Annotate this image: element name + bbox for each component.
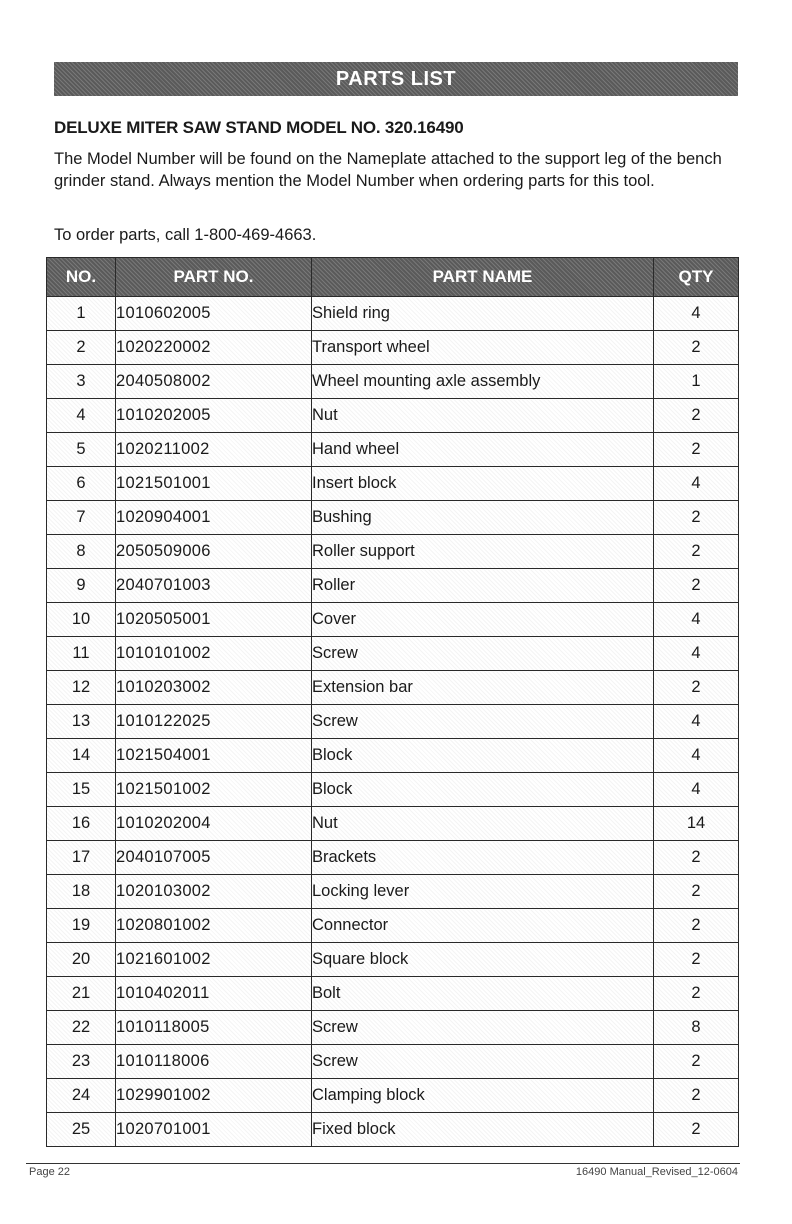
cell-part-name: Fixed block [312, 1113, 654, 1147]
cell-part-name: Roller [312, 569, 654, 603]
cell-qty: 2 [654, 331, 739, 365]
cell-no: 9 [47, 569, 116, 603]
cell-part-name: Transport wheel [312, 331, 654, 365]
cell-qty: 2 [654, 943, 739, 977]
cell-qty: 2 [654, 433, 739, 467]
cell-no: 4 [47, 399, 116, 433]
table-row [47, 399, 739, 433]
cell-qty: 2 [654, 909, 739, 943]
cell-part-name: Insert block [312, 467, 654, 501]
table-row [47, 1011, 739, 1045]
cell-part-name: Screw [312, 637, 654, 671]
table-row [47, 1113, 739, 1147]
cell-qty: 2 [654, 875, 739, 909]
cell-no: 6 [47, 467, 116, 501]
cell-part-name: Screw [312, 1045, 654, 1079]
cell-part-name: Square block [312, 943, 654, 977]
cell-qty: 4 [654, 773, 739, 807]
cell-part-no: 1020505001 [116, 603, 312, 637]
table-row [47, 943, 739, 977]
cell-part-name: Brackets [312, 841, 654, 875]
cell-part-no: 1010118005 [116, 1011, 312, 1045]
table-row [47, 297, 739, 331]
cell-part-no: 1010202005 [116, 399, 312, 433]
cell-part-name: Locking lever [312, 875, 654, 909]
cell-part-name: Bolt [312, 977, 654, 1011]
cell-part-name: Screw [312, 1011, 654, 1045]
cell-part-no: 1010602005 [116, 297, 312, 331]
cell-qty: 2 [654, 1079, 739, 1113]
table-row [47, 1079, 739, 1113]
cell-part-name: Block [312, 739, 654, 773]
order-phone-text: To order parts, call 1-800-469-4663. [54, 226, 317, 244]
cell-no: 5 [47, 433, 116, 467]
cell-part-no: 1010101002 [116, 637, 312, 671]
cell-part-no: 1010202004 [116, 807, 312, 841]
header-no: NO. [47, 258, 116, 297]
cell-no: 8 [47, 535, 116, 569]
cell-part-name: Block [312, 773, 654, 807]
cell-qty: 2 [654, 535, 739, 569]
cell-no: 24 [47, 1079, 116, 1113]
cell-qty: 4 [654, 603, 739, 637]
header-qty: QTY [654, 258, 739, 297]
cell-part-no: 2040508002 [116, 365, 312, 399]
cell-part-name: Connector [312, 909, 654, 943]
table-row [47, 773, 739, 807]
cell-qty: 4 [654, 705, 739, 739]
cell-qty: 2 [654, 1113, 739, 1147]
cell-qty: 4 [654, 297, 739, 331]
cell-part-no: 1020220002 [116, 331, 312, 365]
cell-qty: 4 [654, 637, 739, 671]
cell-part-no: 1010402011 [116, 977, 312, 1011]
cell-part-no: 1020701001 [116, 1113, 312, 1147]
document-revision: 16490 Manual_Revised_12-0604 [575, 1166, 738, 1178]
table-row [47, 909, 739, 943]
cell-part-no: 1020103002 [116, 875, 312, 909]
cell-qty: 4 [654, 467, 739, 501]
cell-no: 15 [47, 773, 116, 807]
parts-table-body [47, 297, 739, 1147]
cell-no: 25 [47, 1113, 116, 1147]
cell-part-name: Cover [312, 603, 654, 637]
cell-part-no: 1010203002 [116, 671, 312, 705]
cell-no: 22 [47, 1011, 116, 1045]
cell-part-no: 1021501002 [116, 773, 312, 807]
cell-qty: 8 [654, 1011, 739, 1045]
table-row [47, 1045, 739, 1079]
cell-part-name: Hand wheel [312, 433, 654, 467]
cell-no: 7 [47, 501, 116, 535]
cell-no: 21 [47, 977, 116, 1011]
cell-part-name: Bushing [312, 501, 654, 535]
cell-no: 23 [47, 1045, 116, 1079]
cell-part-name: Screw [312, 705, 654, 739]
cell-no: 17 [47, 841, 116, 875]
cell-no: 16 [47, 807, 116, 841]
header-part-no: PART NO. [116, 258, 312, 297]
cell-part-no: 1010122025 [116, 705, 312, 739]
table-row [47, 977, 739, 1011]
cell-no: 14 [47, 739, 116, 773]
cell-part-no: 1021601002 [116, 943, 312, 977]
table-row [47, 841, 739, 875]
cell-no: 2 [47, 331, 116, 365]
intro-text [54, 148, 744, 192]
footer-divider [26, 1163, 740, 1164]
cell-part-no: 1020211002 [116, 433, 312, 467]
cell-part-no: 1020904001 [116, 501, 312, 535]
cell-qty: 2 [654, 1045, 739, 1079]
cell-part-name: Roller support [312, 535, 654, 569]
table-row [47, 501, 739, 535]
cell-part-no: 1021504001 [116, 739, 312, 773]
cell-part-no: 1029901002 [116, 1079, 312, 1113]
table-row [47, 569, 739, 603]
table-row [47, 705, 739, 739]
intro-paragraph: The Model Number will be found on the Nameplate attached to the support leg of the bench grinder stand. Always mention the Model Number when ordering parts for this tool. [54, 150, 722, 190]
cell-part-no: 2040701003 [116, 569, 312, 603]
cell-part-name: Clamping block [312, 1079, 654, 1113]
cell-part-no: 1020801002 [116, 909, 312, 943]
table-header-row [47, 258, 739, 297]
cell-no: 12 [47, 671, 116, 705]
cell-part-no: 1010118006 [116, 1045, 312, 1079]
cell-qty: 2 [654, 671, 739, 705]
table-row [47, 671, 739, 705]
table-row [47, 637, 739, 671]
parts-table [46, 257, 739, 1147]
table-row [47, 807, 739, 841]
cell-part-name: Nut [312, 399, 654, 433]
header-part-name: PART NAME [312, 258, 654, 297]
table-row [47, 535, 739, 569]
model-title: DELUXE MITER SAW STAND MODEL NO. 320.16490 [54, 118, 464, 137]
cell-no: 11 [47, 637, 116, 671]
cell-qty: 14 [654, 807, 739, 841]
banner-title: PARTS LIST [335, 67, 457, 90]
cell-no: 18 [47, 875, 116, 909]
cell-qty: 2 [654, 569, 739, 603]
table-row [47, 331, 739, 365]
page-number: Page 22 [29, 1166, 70, 1178]
parts-list-banner [54, 62, 738, 96]
cell-no: 19 [47, 909, 116, 943]
cell-no: 1 [47, 297, 116, 331]
table-row [47, 603, 739, 637]
cell-part-name: Extension bar [312, 671, 654, 705]
table-row [47, 739, 739, 773]
cell-part-name: Wheel mounting axle assembly [312, 365, 654, 399]
cell-qty: 4 [654, 739, 739, 773]
cell-no: 10 [47, 603, 116, 637]
cell-qty: 2 [654, 501, 739, 535]
cell-qty: 2 [654, 977, 739, 1011]
table-row [47, 467, 739, 501]
cell-part-no: 1021501001 [116, 467, 312, 501]
cell-qty: 1 [654, 365, 739, 399]
cell-qty: 2 [654, 841, 739, 875]
table-row [47, 365, 739, 399]
table-row [47, 433, 739, 467]
cell-qty: 2 [654, 399, 739, 433]
cell-no: 13 [47, 705, 116, 739]
cell-no: 20 [47, 943, 116, 977]
cell-part-name: Nut [312, 807, 654, 841]
cell-part-no: 2040107005 [116, 841, 312, 875]
cell-part-name: Shield ring [312, 297, 654, 331]
cell-no: 3 [47, 365, 116, 399]
cell-part-no: 2050509006 [116, 535, 312, 569]
table-row [47, 875, 739, 909]
